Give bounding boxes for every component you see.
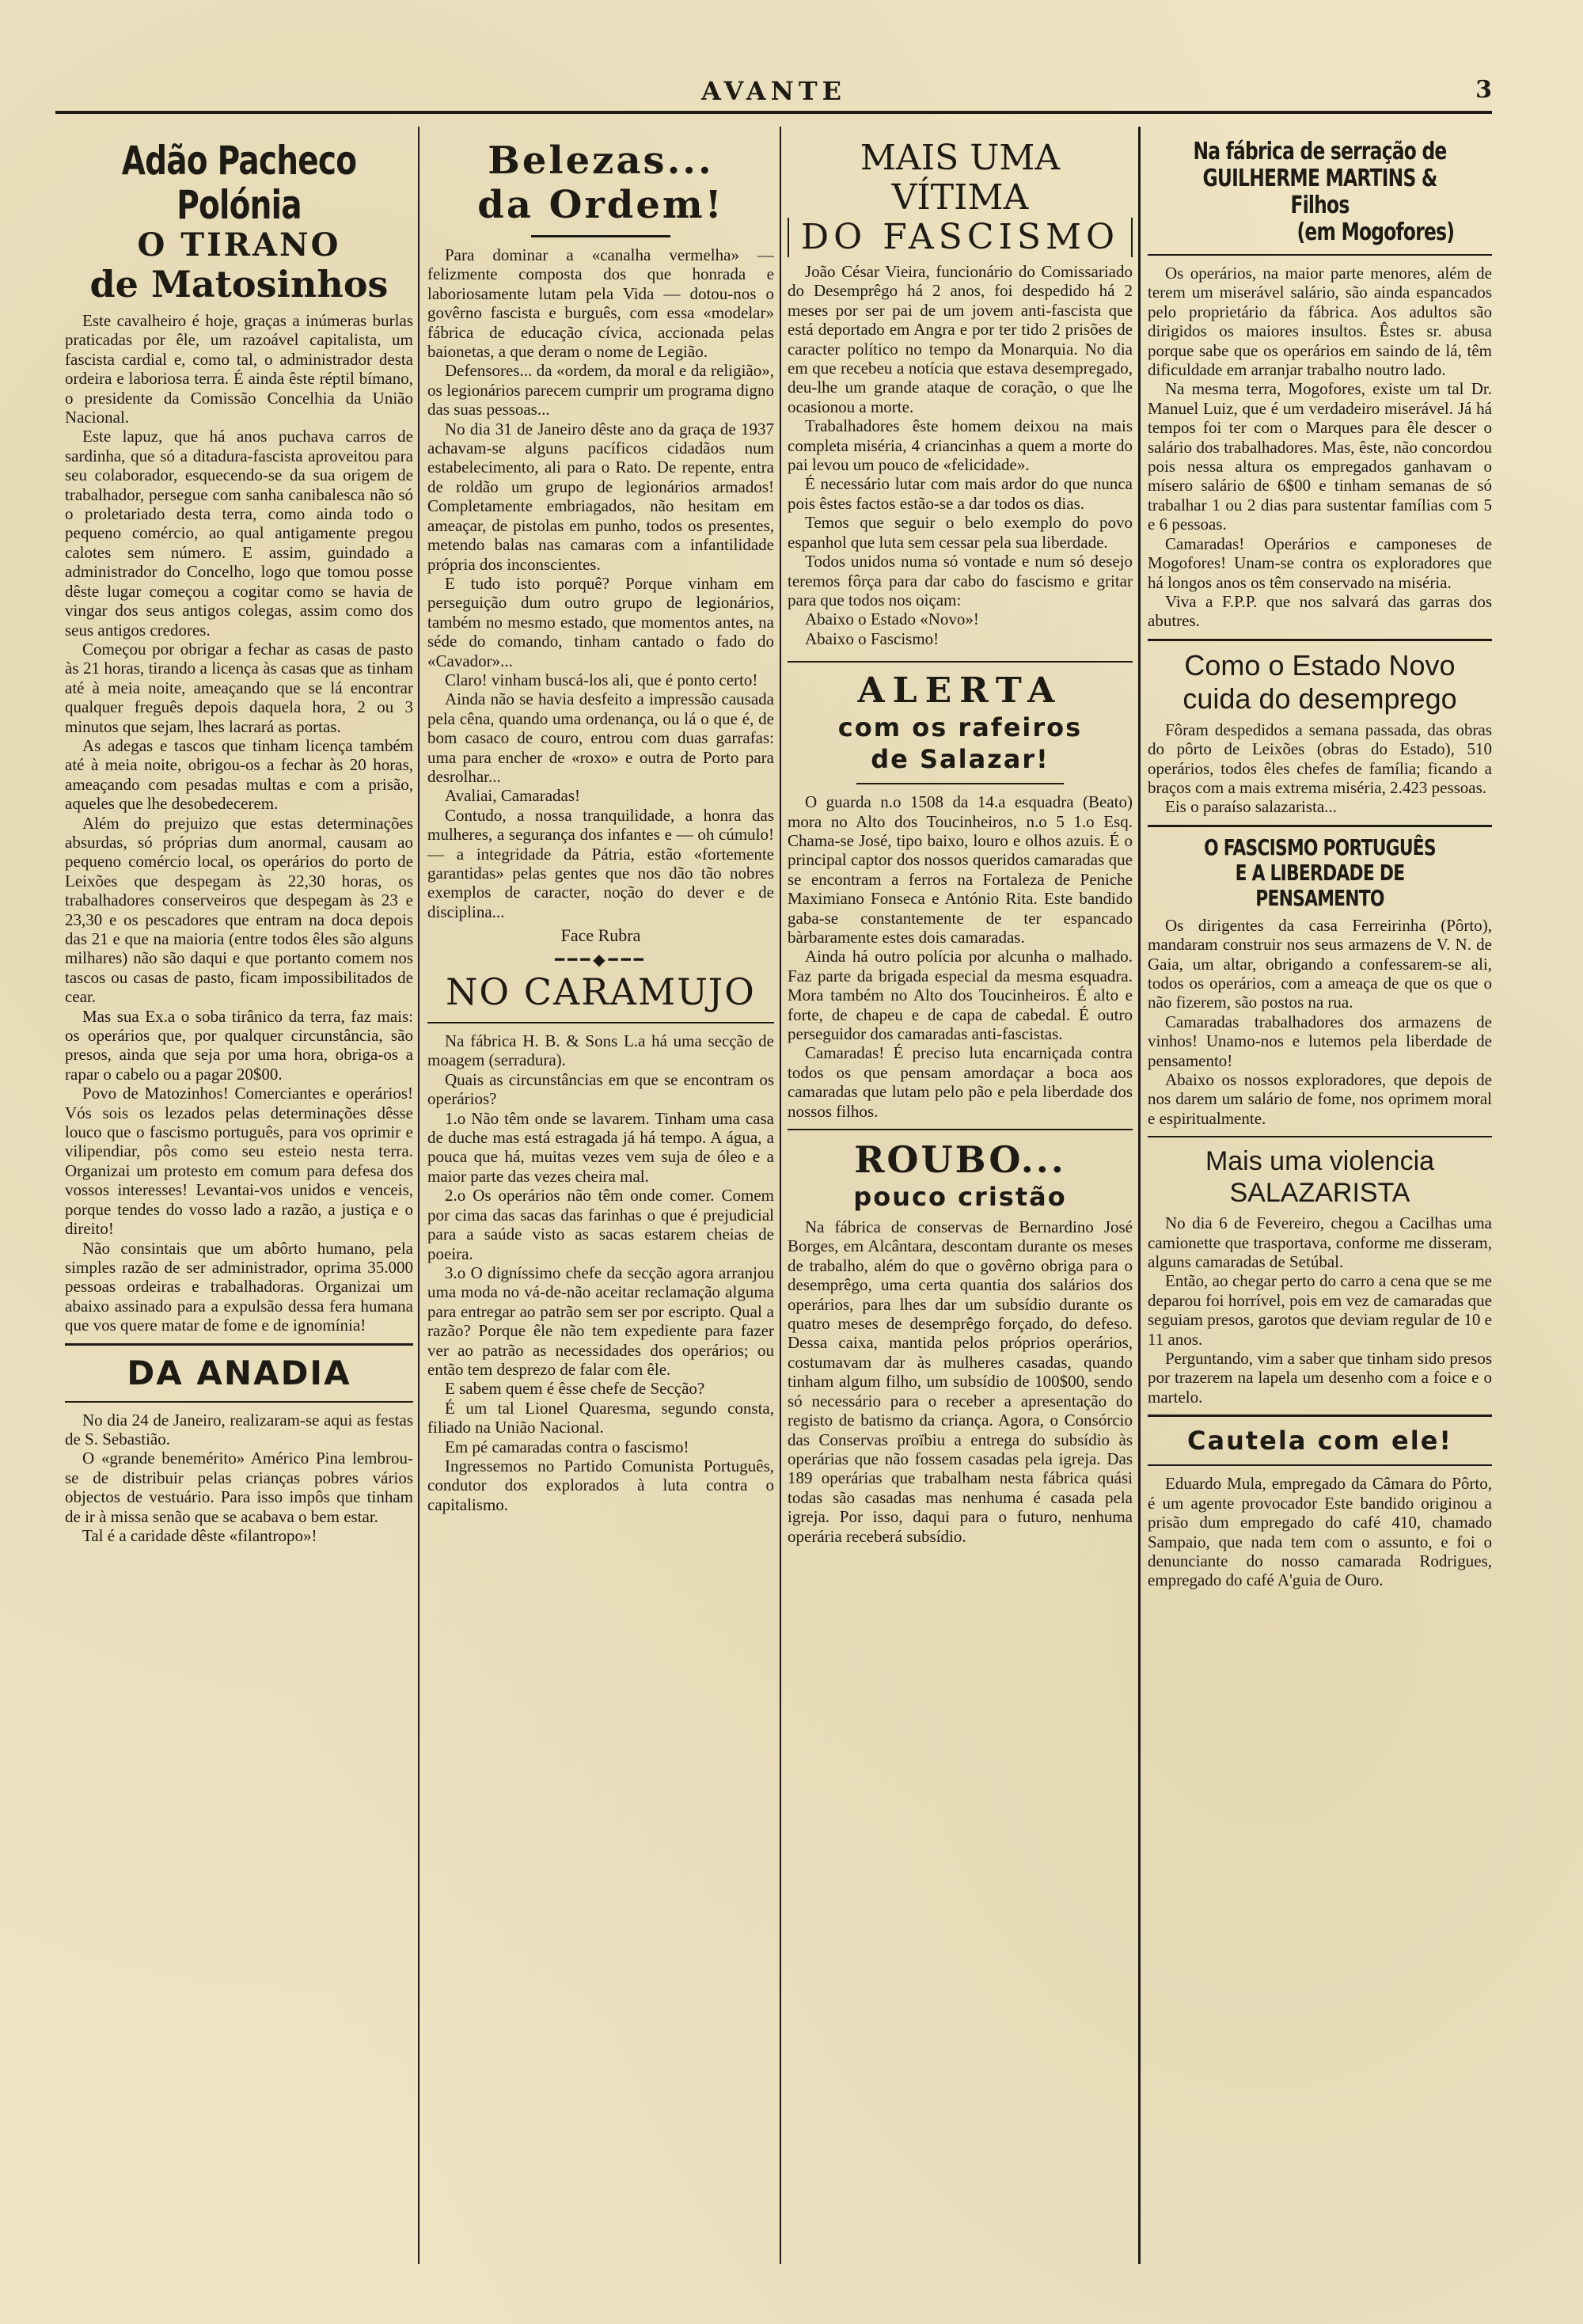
paragraph: Trabalhadores êste homem deixou na mais completa miséria, 4 criancinhas a quem a morte do pai levou um pouco de «felicidade». bbox=[788, 416, 1133, 475]
headline-salazarista: SALAZARISTA bbox=[1229, 1178, 1410, 1209]
paragraph: Ingressemos no Partido Comunista Português, condutor dos explorados à luta contra o capitalismo. bbox=[427, 1456, 774, 1514]
headline-fascismo-portugues: O FASCISMO PORTUGUÊS bbox=[1204, 834, 1436, 860]
headline-do-fascismo: DO FASCISMO bbox=[788, 218, 1133, 257]
paragraph: Temos que seguir o belo exemplo do povo espanhol que luta sem cessar pela sua liberdade. bbox=[788, 513, 1133, 552]
headline-desemprego: cuida do desemprego bbox=[1183, 682, 1457, 715]
paragraph: João César Vieira, funcionário do Comissariado do Desemprêgo há 2 anos, foi despedido há 2 meses por ser pai de um jovem anti-fascista que está deportado em Angra e por ter tido 2 prisões de caracter político no tempo da Monarquia. No dia em que recebeu a notícia que estava desempregado, deu-lhe um grande ataque de coração, o que lhe ocasionou a morte. bbox=[788, 262, 1133, 416]
headline-guilherme-martins: GUILHERME MARTINS & Filhos bbox=[1202, 165, 1437, 219]
paragraph: E tudo isto porquê? Porque vinham em perseguição dum outro grupo de legionários, também no mesmo estado, que momentos antes, na séde do comando, tinham cantado o fado do «Cavador»... bbox=[427, 573, 774, 670]
paragraph: Abaixo o Estado «Novo»! bbox=[805, 609, 979, 629]
paragraph: Ainda há outro polícia por alcunha o malhado. Faz parte da brigada especial da mesma esquadra. Mora também no Alto dos Toucinheiros. É alto e forte, de chapeu e de capa de cabedal. É outro perseguidor dos camaradas anti-fascistas. bbox=[788, 947, 1133, 1043]
section-rule bbox=[788, 661, 1133, 663]
section-rule bbox=[1148, 825, 1492, 827]
paragraph: 1.o Não têm onde se lavarem. Tinham uma casa de duche mas está estragada já há tempo. A água, a pouca que há, muitas vezes vem suja de óleo e a maior parte das vezes cheira mal. bbox=[427, 1108, 774, 1186]
paragraph: 2.o Os operários não têm onde comer. Comem por cima das sacas das farinhas o que é prejudicial para a saúde visto as sacas estarem cheias de poeira. bbox=[427, 1186, 774, 1263]
paragraph: Na mesma terra, Mogofores, existe um tal Dr. Manuel Luiz, que é um verdadeiro miserável. Já há tempos foi ter com o Marques para êle descer o salário dos trabalhadores. Mas, êste, não concordou pois nessa altura os empregados ganhavam o mísero salário de 6$00 e tinham semanas de só trabalhar 1 ou 2 dias para sustentar famílias com 5 e 6 pessoas. bbox=[1148, 379, 1492, 534]
headline-alerta: ALERTA bbox=[857, 670, 1063, 712]
headline-fabrica-serracao: Na fábrica de serração de bbox=[1193, 139, 1447, 165]
paragraph: Camaradas! É preciso luta encarniçada contra todos os que pensam amordaçar a boca aos camaradas que lutam pelo pão e pela liberdade dos nossos filhos. bbox=[788, 1043, 1133, 1121]
column-divider bbox=[1138, 127, 1141, 2264]
headline-violencia: Mais uma violencia bbox=[1205, 1146, 1435, 1177]
section-rule bbox=[1148, 1136, 1492, 1137]
paragraph: E sabem quem é êsse chefe de Secção? bbox=[445, 1379, 705, 1399]
headline-liberdade-pensamento: E A LIBERDADE DE PENSAMENTO bbox=[1235, 859, 1405, 911]
headline-pouco-cristao: pouco cristão bbox=[853, 1182, 1067, 1213]
paragraph: Este cavalheiro é hoje, graças a inúmeras burlas praticadas por êle, um razoável capitalista, um fascista cardial e, como tal, o administrador desta ordeira e laboriosa terra. É ainda êste réptil bímano, o presidente da Comissão Concelhia da União Nacional. bbox=[65, 311, 413, 427]
newspaper-name: AVANTE bbox=[700, 76, 847, 106]
headline-rafeiros: com os rafeiros bbox=[837, 712, 1083, 743]
paragraph: Em pé camaradas contra o fascismo! bbox=[445, 1437, 689, 1456]
column-1 bbox=[65, 139, 413, 2307]
paragraph: Ainda não se havia desfeito a impressão causada pela cêna, quando uma ordenança, ou lá o que é, de bom casaco de couro, entrou com duas garrafas: uma para encher de «roxo» e outra de Porto para desrolhar... bbox=[427, 689, 774, 786]
paragraph: No dia 31 de Janeiro dêste ano da graça de 1937 achavam-se alguns pacíficos cidadãos num estabelecimento, ali para o Rato. De repente, entra de roldão um grupo de legionários armados! Completamente embriagados, não hesitam em ameaçar, de pistolas em punho, todos os presentes, metendo balas nas camaras com a infantilidade própria dos inconscientes. bbox=[427, 419, 774, 574]
paragraph: Contudo, a nossa tranquilidade, a honra das mulheres, a segurança dos infantes e — oh cúmulo! — a integridade da Pátria, estão «fortemente garantidas» pelas gentes que nos dão tão nobres exemplos de caracter, noção do dever e de disciplina... bbox=[427, 805, 774, 921]
ornament-divider: ━━━◆━━━ bbox=[555, 951, 647, 969]
section-rule bbox=[1148, 639, 1492, 641]
paragraph: Além do prejuizo que estas determinações absurdas, só próprias dum anormal, causam ao pequeno comércio local, os operários do porto de Leixões que despegam às 22,30 horas, os trabalhadores conserveiros que despegam às 23 e 23,30 e os pescadores que entram na doca depois das 21 e que na maioria (entre todos êles são alguns milhares) não são daqui e que portanto comem nos tascos ou casas de pasto, ficam impossibilitados de cear. bbox=[65, 813, 413, 1007]
column-divider bbox=[780, 127, 781, 2264]
page-number: 3 bbox=[1475, 76, 1492, 104]
paragraph: Camaradas trabalhadores dos armazens de vinhos! Unamo-nos e lutemos pela liberdade de pensamento! bbox=[1148, 1012, 1492, 1070]
headline-cautela: Cautela com ele! bbox=[1187, 1426, 1452, 1456]
paragraph: No dia 24 de Janeiro, realizaram-se aqui as festas de S. Sebastião. bbox=[65, 1410, 413, 1449]
section-rule bbox=[1148, 254, 1492, 256]
headline-mogofores: (em Mogofores) bbox=[1296, 218, 1455, 246]
paragraph: Avaliai, Camaradas! bbox=[445, 786, 581, 806]
paragraph: Eis o paraíso salazarista... bbox=[1165, 797, 1337, 817]
paragraph: Mas sua Ex.a o soba tirânico da terra, faz mais: os operários que, por qualquer circunstância, são presos, ainda que seja por uma hora, obriga-os a rapar o cabelo ou a pagar 20$00. bbox=[65, 1006, 413, 1084]
paragraph: Claro! vinham buscá-los ali, que é ponto certo! bbox=[445, 670, 758, 689]
paragraph: Começou por obrigar a fechar as casas de pasto às 21 horas, tirando a licença às casas que as tinham até à meia noite, ameaçando que se lá encontrar qualquer freguês depois daquela hora, 2 ou 3 minutos que sejam, lhes lacrará as portas. bbox=[65, 639, 413, 736]
paragraph: Então, ao chegar perto do carro a cena que se me deparou foi horrível, pois em vez de camaradas que seguiam presos, garotos que deviam regular de 10 e 11 anos. bbox=[1148, 1271, 1492, 1349]
section-rule bbox=[531, 235, 670, 237]
headline-anadia: DA ANADIA bbox=[127, 1353, 351, 1392]
section-rule bbox=[427, 1022, 774, 1023]
headline-mais-uma-vitima: MAIS UMA VÍTIMA bbox=[860, 139, 1061, 218]
section-rule bbox=[856, 783, 1064, 784]
headline-belezas: Belezas... bbox=[488, 139, 714, 183]
paragraph: 3.o O digníssimo chefe da secção agora arranjou uma moda no vá-de-não aceitar reclamação alguma para entregar ao patrão sem ser por escripto. Qual a razão? Porque êle não tem expediente para fazer ver ao patrão as necessidades dos operários; ou então tem desprezo de falar com êle. bbox=[427, 1263, 774, 1379]
paragraph: Na fábrica de conservas de Bernardino José Borges, em Alcântara, descontam durante os meses de trabalho, além do que o govêrno obriga para o desemprêgo, uma certa quantia dos salários dos operários, para lhes dar um subsídio durante os quatro meses de desemprêgo forçado, do defeso. Dessa caixa, mantida pelos próprios operários, costumavam dar às mulheres casadas, quando tinham algum filho, um subsídio de 100$00, sendo só necessário para o receber a apresentação do registo de batismo da criança. Agora, o Consórcio das Conservas proïbiu a entrega do subsídio às operárias que não fossem casadas pela igreja. Das 189 operárias que trabalham nesta fábrica quási todas são casadas mas nenhuma é casada pela igreja. Por isso, daqui para o futuro, nenhuma operária receberá subsídio. bbox=[788, 1217, 1133, 1546]
column-3 bbox=[788, 139, 1133, 2307]
paragraph: Não consintais que um abôrto humano, pela simples razão de ser administrador, oprima 35.000 pessoas ordeiras e trabalhadoras. Organizai um abaixo assinado para a expulsão dessa fera humana que vos quere matar de fome e de ignomínia! bbox=[65, 1238, 413, 1335]
paragraph: As adegas e tascos que tinham licença também até à meia noite, obrigou-os a fechar às 20 horas, ameaçando com pesadas multas e com a prisão, aqueles que lhe desobedecerem. bbox=[65, 735, 413, 814]
paragraph: Abaixo o Fascismo! bbox=[805, 628, 940, 648]
paragraph: Fôram despedidos a semana passada, das obras do pôrto de Leixões (obras do Estado), 510 operários, todos êles chefes de família; ficando a braços com a mais extrema miséria, 2.423 pessoas. bbox=[1148, 720, 1492, 797]
paragraph: Este lapuz, que há anos puchava carros de sardinha, que só a ditadura-fascista aproveitou para seu colaborador, esquecendo-se da sua origem de trabalhador, persegue com sanha canibalesca não só o proletariado desta terra, como ainda todo o pequeno comércio, ao qual antigamente pregou calotes sem número. E assim, guindado a administrador do Concelho, logo que tomou posse dêste lugar começou a cogitar como se havia de vingar dos seus antigos colegas, assim como dos seus antigos credores. bbox=[65, 427, 413, 640]
headline-estado-novo: Como o Estado Novo bbox=[1184, 648, 1456, 682]
headline-caramujo: NO CARAMUJO bbox=[446, 970, 756, 1014]
paragraph: É necessário lutar com mais ardor do que nunca pois êstes factos estão-se a dar todos os dias. bbox=[788, 474, 1133, 513]
paragraph: Quais as circunstâncias em que se encontram os operários? bbox=[427, 1069, 774, 1109]
paragraph: Os operários, na maior parte menores, além de terem um miserável salário, são ainda espancados pelo proprietário da fábrica. Aos adultos são dirigidos os maiores insultos. Êstes sr. abusa porque sabe que os operários em saindo de lá, têm dificuldade em arranjar trabalho noutro lado. bbox=[1148, 264, 1492, 380]
section-rule bbox=[1148, 1464, 1492, 1466]
headline-matosinhos: de Matosinhos bbox=[89, 263, 389, 306]
paragraph: Para dominar a «canalha vermelha» — felizmente composta dos que honrada e laboriosamente lutam pela Vida — dotou-nos o govêrno fascista e burguês, com essa «modelar» fábrica de educação cívica, accionada pelas baionetas, a que deram o nome de Legião. bbox=[427, 245, 774, 362]
paragraph: Na fábrica H. B. & Sons L.a há uma secção de moagem (serradura). bbox=[427, 1031, 774, 1070]
paragraph: É um tal Lionel Quaresma, segundo consta, filiado na União Nacional. bbox=[427, 1398, 774, 1437]
paragraph: O «grande benemérito» Américo Pina lembrou-se de distribuir pelas crianças pobres vários objectos de vestuário. Para isso impôs que tinham de ir à missa senão que se acabava o bem estar. bbox=[65, 1449, 413, 1526]
paragraph: Todos unidos numa só vontade e num só desejo teremos fôrça para dar cabo do fascismo e gritar para que todos nos oiçam: bbox=[788, 552, 1133, 609]
masthead bbox=[55, 76, 1492, 109]
column-2 bbox=[427, 139, 774, 2307]
author-signature: Face Rubra bbox=[560, 925, 641, 946]
paragraph: Camaradas! Operários e camponeses de Mogofores! Unam-se contra os exploradores que há longos anos os têm conservado na miséria. bbox=[1148, 534, 1492, 592]
paragraph: Viva a F.P.P. que nos salvará das garras dos abutres. bbox=[1148, 591, 1492, 631]
masthead-rule bbox=[55, 111, 1492, 114]
column-4 bbox=[1148, 139, 1492, 2307]
paragraph: Tal é a caridade dêste «filantropo»! bbox=[82, 1525, 317, 1545]
headline-salazar: de Salazar! bbox=[871, 744, 1050, 775]
paragraph: Os dirigentes da casa Ferreirinha (Pôrto), mandaram construir nos seus armazens de V. N. de Gaia, um altar, obrigando a confessarem-se ali, todos os operários, com a ameaça de que os que o não fizerem, são postos na rua. bbox=[1148, 915, 1492, 1012]
headline-tirano: O TIRANO bbox=[137, 226, 341, 264]
section-rule bbox=[65, 1401, 413, 1403]
paragraph: O guarda n.o 1508 da 14.a esquadra (Beato) mora no Alto dos Toucinheiros, n.o 5 1.o Esq. Chama-se José, tipo baixo, louro e olhos azuis. É o principal captor dos nossos queridos camaradas que se encontram a ferros na Fortaleza de Peniche Maximiano Fonseca e António Rita. Este bandido gaba-se constantemente de ter espancado bàrbaramente estes dois camaradas. bbox=[788, 792, 1133, 947]
section-rule bbox=[1148, 1415, 1492, 1417]
paragraph: Perguntando, vim a saber que tinham sido presos por trazerem na lapela um desenho com a foice e o martelo. bbox=[1148, 1349, 1492, 1407]
headline-roubo: ROUBO... bbox=[854, 1138, 1066, 1182]
headline-da-ordem: da Ordem! bbox=[477, 183, 724, 227]
section-rule bbox=[65, 1343, 413, 1346]
paragraph: Abaixo os nossos exploradores, que depois de nos darem um salário de fome, nos oprimem moral e espiritualmente. bbox=[1148, 1070, 1492, 1128]
column-divider bbox=[418, 127, 419, 2264]
headline-adao-pacheco: Adão Pacheco Polónia bbox=[121, 139, 357, 228]
section-rule bbox=[788, 1129, 1133, 1130]
paragraph: Defensores... da «ordem, da moral e da religião», os legionários parecem cumprir um programa digno das suas pessoas... bbox=[427, 361, 774, 420]
paragraph: Eduardo Mula, empregado da Câmara do Pôrto, é um agente provocador Este bandido originou a prisão dum empregado do café 410, chamado Sampaio, que nada tem com o assunto, e foi o denunciante do nosso camarada Rodrigues, empregado do café A'guia de Ouro. bbox=[1148, 1474, 1492, 1590]
paragraph: No dia 6 de Fevereiro, chegou a Cacilhas uma camionette que trasportava, conforme me disseram, alguns camaradas de Setúbal. bbox=[1148, 1213, 1492, 1272]
paragraph: Povo de Matozinhos! Comerciantes e operários! Vós sois os lezados pelas determinações dêsse louco que o fascismo português, para vos oprimir e vilipendiar, pôs como seu esteio nesta terra. Organizai um protesto em comum para defesa dos vossos interesses! Levantai-vos unidos e venceis, porque tendes do vosso lado a razão, a justiça e o direito! bbox=[65, 1084, 413, 1239]
